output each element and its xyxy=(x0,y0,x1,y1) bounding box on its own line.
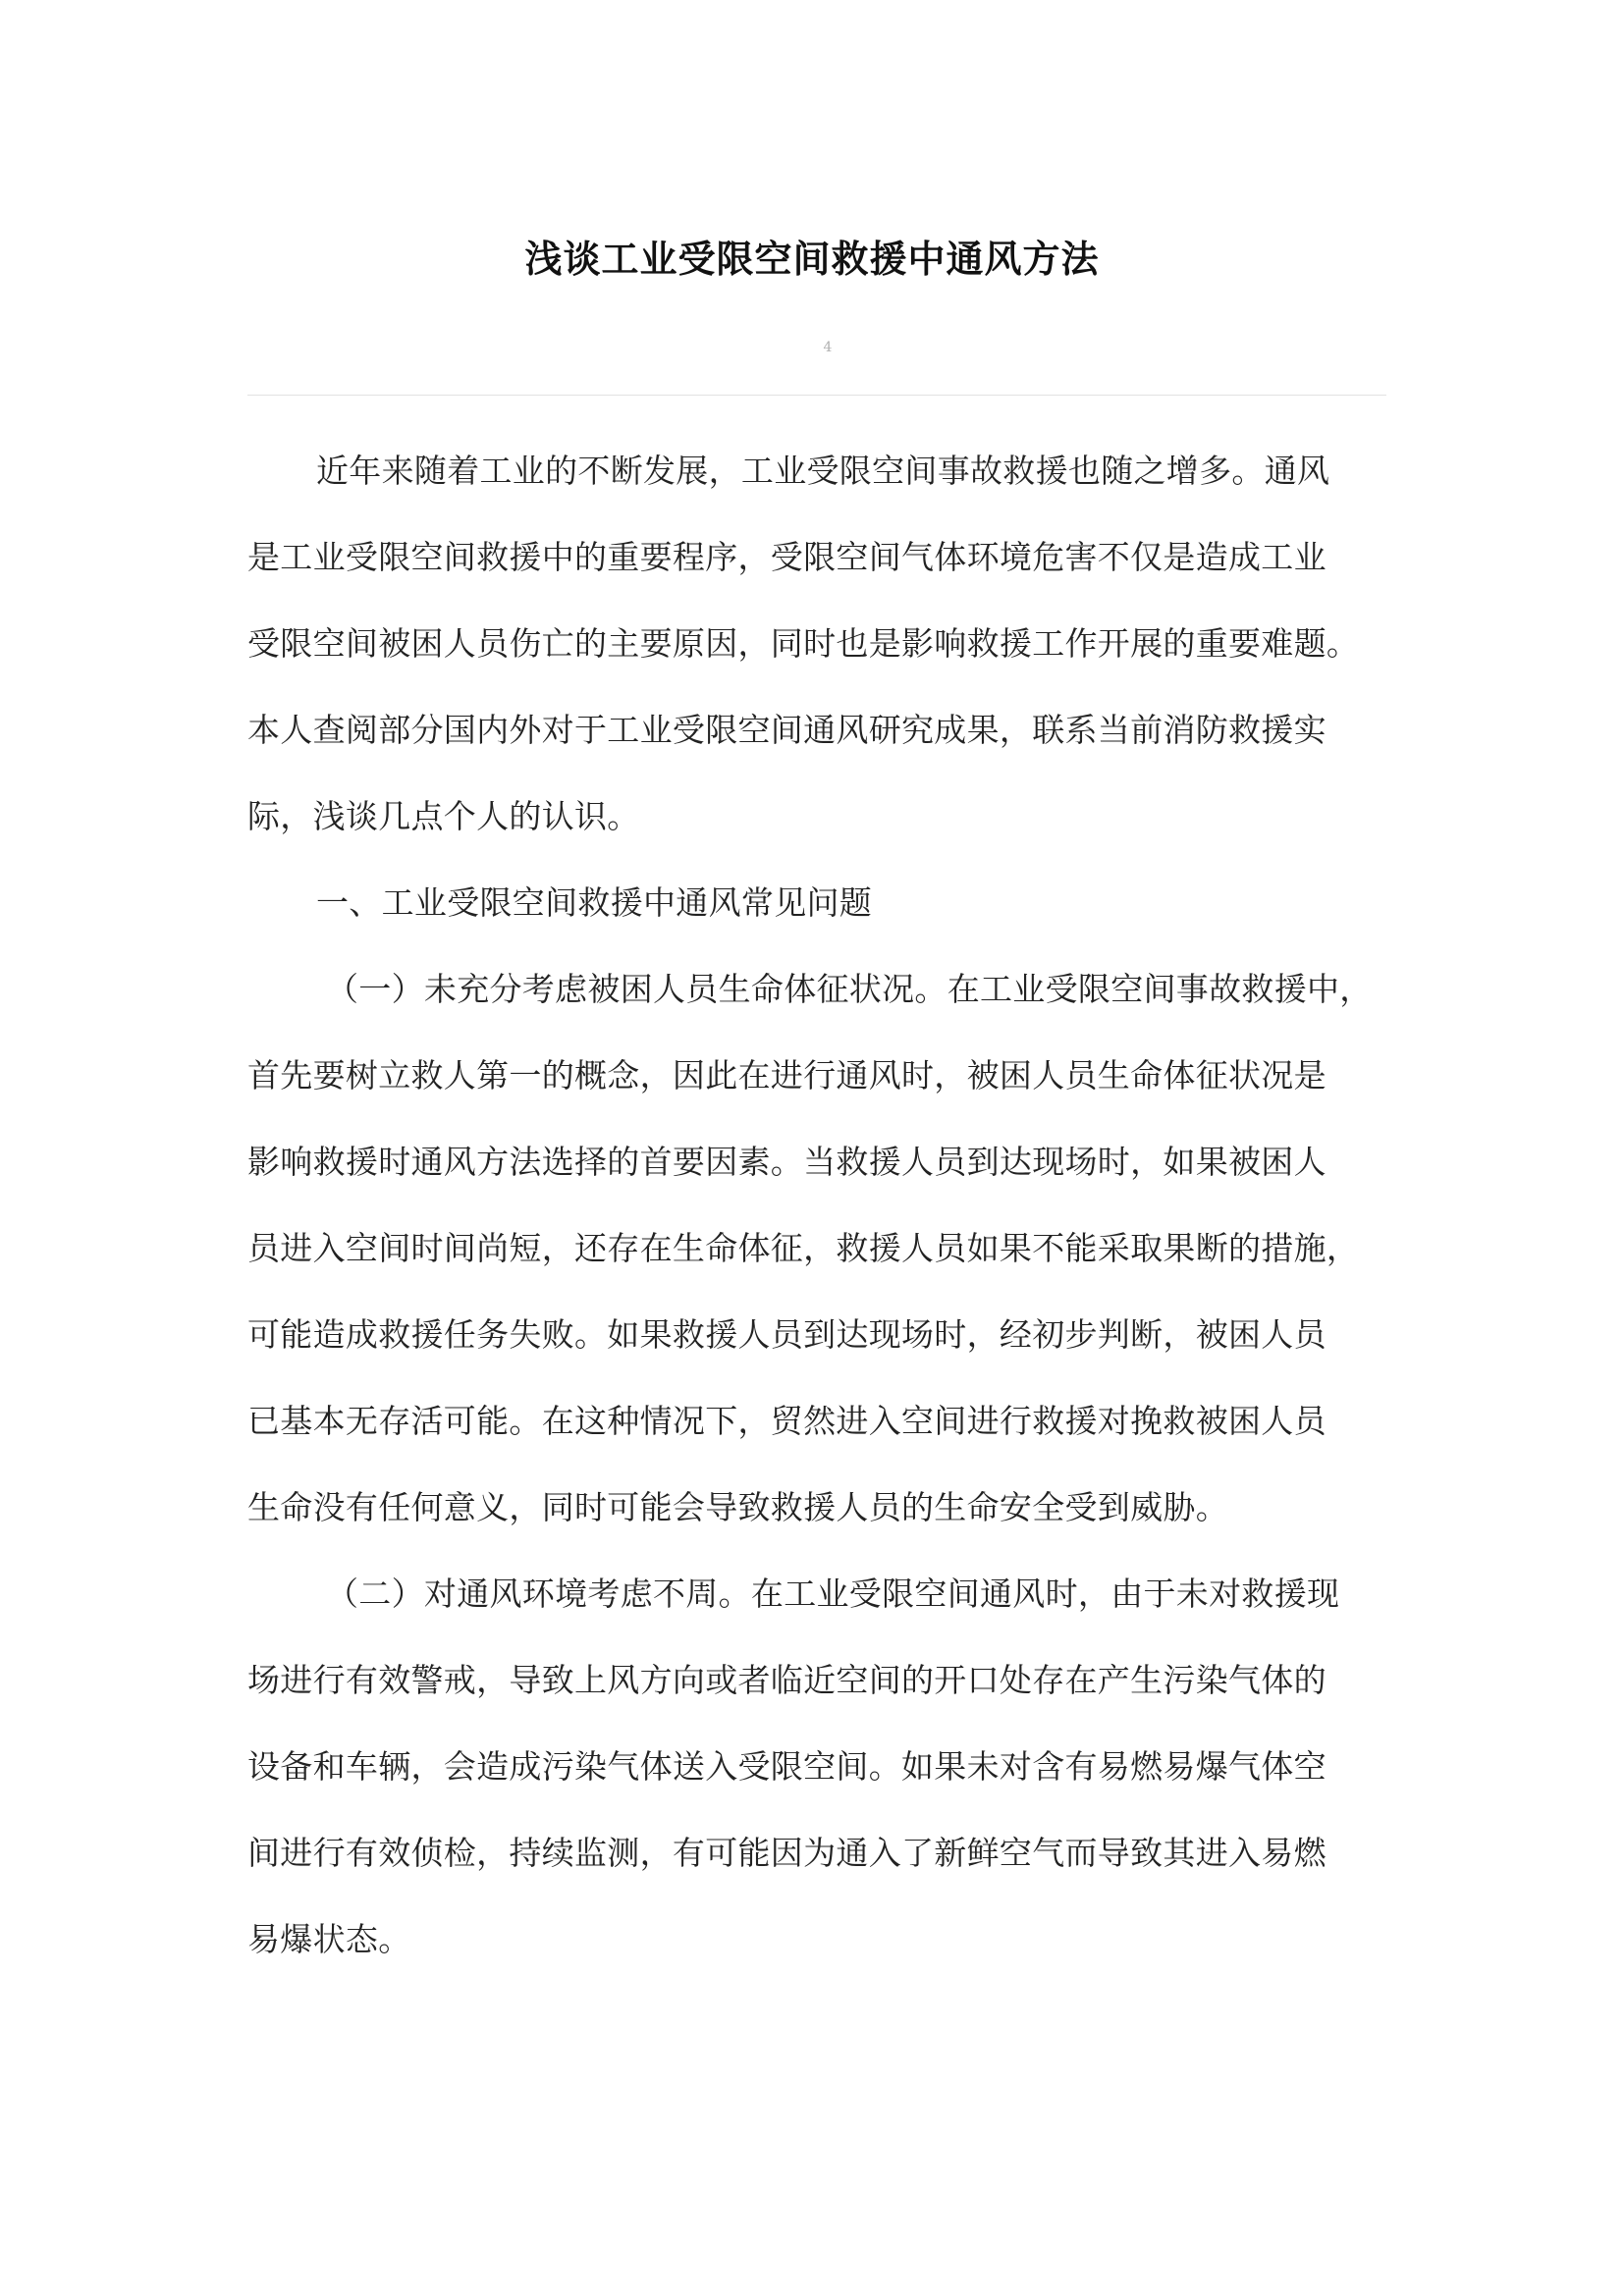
paragraph-line: 本人查阅部分国内外对于工业受限空间通风研究成果，联系当前消防救援实 xyxy=(247,711,1326,749)
page-number: 4 xyxy=(823,340,833,355)
paragraph-line: （二）对通风环境考虑不周。在工业受限空间通风时，由于未对救援现 xyxy=(326,1575,1340,1613)
paragraph-line: 员进入空间时间尚短，还存在生命体征，救援人员如果不能采取果断的措施， xyxy=(247,1229,1360,1267)
paragraph-line: 易爆状态。 xyxy=(247,1920,411,1958)
paragraph-line: 场进行有效警戒，导致上风方向或者临近空间的开口处存在产生污染气体的 xyxy=(247,1661,1326,1699)
document-title: 浅谈工业受限空间救援中通风方法 xyxy=(524,237,1100,281)
paragraph-line: （一）未充分考虑被困人员生命体征状况。在工业受限空间事故救援中， xyxy=(326,970,1373,1008)
paragraph-line: 设备和车辆，会造成污染气体送入受限空间。如果未对含有易燃易爆气体空 xyxy=(247,1747,1326,1786)
paragraph-intro xyxy=(247,428,1390,860)
paragraph-line: 近年来随着工业的不断发展，工业受限空间事故救援也随之增多。通风 xyxy=(316,452,1330,490)
paragraph-line: 间进行有效侦检，持续监测，有可能因为通入了新鲜空气而导致其进入易燃 xyxy=(247,1834,1326,1872)
paragraph-line: 首先要树立救人第一的概念，因此在进行通风时，被困人员生命体征状况是 xyxy=(247,1056,1326,1095)
paragraph-line: 是工业受限空间救援中的重要程序，受限空间气体环境危害不仅是造成工业 xyxy=(247,538,1326,576)
paragraph-subsection-1 xyxy=(247,946,1390,1551)
paragraph-subsection-2 xyxy=(247,1551,1390,1983)
paragraph-line: 际，浅谈几点个人的认识。 xyxy=(247,797,640,835)
paragraph-line: 受限空间被困人员伤亡的主要原因，同时也是影响救援工作开展的重要难题。 xyxy=(247,624,1360,663)
paragraph-line: 影响救援时通风方法选择的首要因素。当救援人员到达现场时，如果被困人 xyxy=(247,1143,1326,1181)
paragraph-line: 生命没有任何意义，同时可能会导致救援人员的生命安全受到威胁。 xyxy=(247,1488,1228,1526)
paragraph-line: 已基本无存活可能。在这种情况下，贸然进入空间进行救援对挽救被困人员 xyxy=(247,1402,1326,1440)
document-body xyxy=(247,428,1390,1983)
section-heading-text: 一、工业受限空间救援中通风常见问题 xyxy=(316,883,873,922)
paragraph-line: 可能造成救援任务失败。如果救援人员到达现场时，经初步判断，被困人员 xyxy=(247,1315,1326,1354)
section-heading-1 xyxy=(247,860,1390,946)
header-divider xyxy=(247,395,1386,396)
